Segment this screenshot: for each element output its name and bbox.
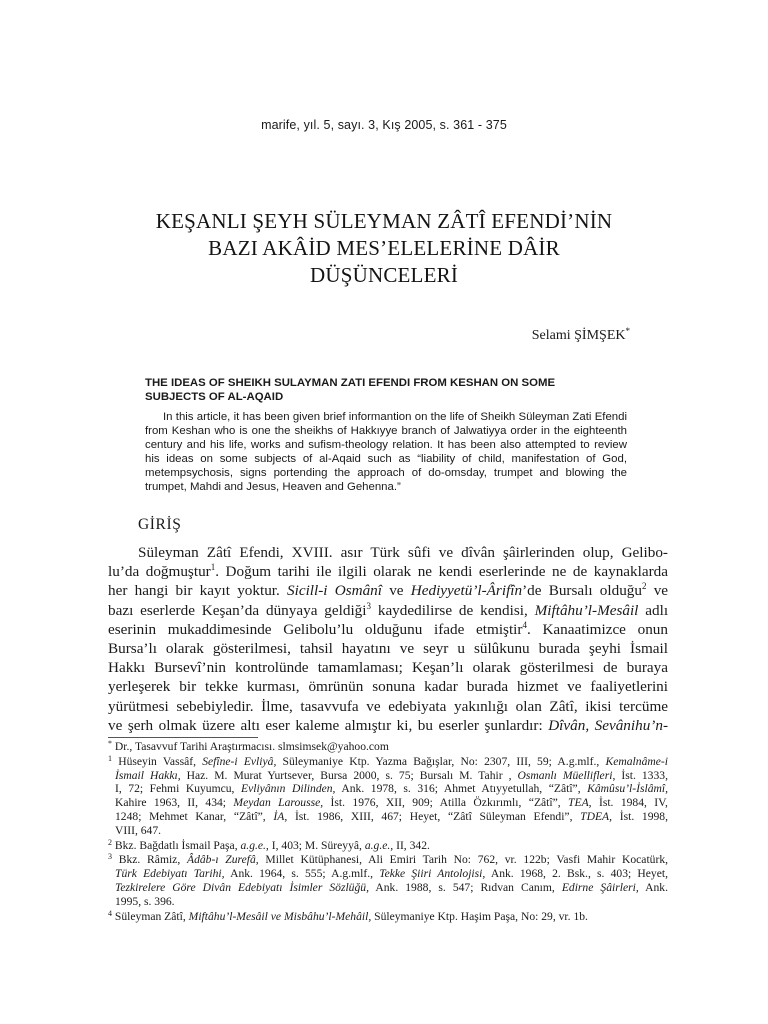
footnote-author: * Dr., Tasavvuf Tarihi Araştırmacısı. slmsimsek@yahoo.com xyxy=(108,739,389,753)
footnote-1: $^1$ Hüseyin Vassâf, Sefîne-i Evliyâ, Süleymaniye Ktp. Yazma Bağışlar, No: 2307, III, 59; A.g.mlf., Kemalnâme-i İsmail Hakkı, Haz. M. Murat Yurtsever, Bursa 2000, s. 75; Bursalı M. Tahir , Osmanlı Müellifleri, İst. 1333, I, 72; Fehmi Kuyumcu, Evliyânın Dilinden, Ank. 1978, s. 316; Ahmet Atıyyetullah, “Zâtî”, Kâmûsu’l-İslâmî, Kahire 1963, II, 434; Meydan Larousse, İst. 1976, XII, 909; Atilla Özkırımlı, “Zâtî”, TEA, İst. 1984, IV, 1248; Mehmet Kanar, “Zâtî”, İA, İst. 1986, XIII, 467; Heyet, “Zâtî Süleyman Efendi”, TDEA, İst. 1998, VIII, 647. xyxy=(108,753,668,837)
title-line-3: DÜŞÜNCELERİ xyxy=(309,263,459,287)
footnote-ref: 2 xyxy=(641,581,647,592)
body-line: ve şerh olmak üzere altı eser kaleme almıştır ki, bu eserler şunlardır: Dîvân, Sevânihu’n- xyxy=(108,716,669,734)
abstract-title-line-2: SUBJECTS OF AL-AQAID xyxy=(145,391,284,403)
section-heading: GİRİŞ xyxy=(138,516,182,533)
body-line: yerleşerek bir tekke kurması, ömrünün sonuna kadar burada hizmet ve faaliyetlerini xyxy=(108,678,668,696)
body-line: bazı eserlerde Keşan’da dünyaya geldiği$^3$ kaydedilirse de kendisi, Miftâhu’l-Mesâil adlı xyxy=(108,600,669,619)
body-paragraph xyxy=(108,543,668,735)
footnote-divider xyxy=(108,737,258,738)
footnote-2: $^2$ Bkz. Bağdatlı İsmail Paşa, a.g.e., I, 403; M. Süreyyâ, a.g.e., II, 342. xyxy=(108,837,430,852)
body-line: Süleyman Zâtî Efendi, XVIII. asır Türk sûfi ve dîvân şâirlerinden olup, Gelibo- xyxy=(138,544,668,561)
title-line-2: BAZI AKÂİD MES’ELELERİNE DÂİR xyxy=(208,236,560,260)
footnote-4: $^4$ Süleyman Zâtî, Miftâhu’l-Mesâil ve Misbâhu’l-Mehâil, Süleymaniye Ktp. Haşim Paşa, No: 29, vr. 1b. xyxy=(108,908,588,923)
footnotes xyxy=(108,740,668,924)
footnote-ref: 4 xyxy=(522,619,527,630)
abstract-title xyxy=(145,376,627,404)
body-line: Bursa’lı olarak gösterilmesi, tahsil hayatını ve seyr u sülûkunu burada şeyhi İsmail xyxy=(108,639,668,657)
article-title xyxy=(80,208,688,289)
title-line-1: KEŞANLI ŞEYH SÜLEYMAN ZÂTÎ EFENDİ’NİN xyxy=(155,209,613,233)
author-byline xyxy=(532,326,630,344)
english-abstract xyxy=(145,376,627,494)
abstract-title-line-1: THE IDEAS OF SHEIKH SULAYMAN ZATI EFENDI FROM KESHAN ON SOME xyxy=(145,377,556,389)
body-line: lu’da doğmuştur$^1$. Doğum tarihi ile ilgili olarak ne kendi eserlerinde ne de kaynaklarda xyxy=(108,562,668,581)
footnote-3: $^3$ Bkz. Râmiz, Âdâb-ı Zurefâ, Millet Kütüphanesi, Ali Emiri Tarih No: 762, vr. 122b; Vasfi Mahir Kocatürk, Türk Edebiyatı Tarihi, Ank. 1964, s. 555; A.g.mlf., Tekke Şiiri Antolojisi, Ank. 1968, 2. Bsk., s. 403; Heyet, Tezkirelere Göre Divân Edebiyatı İsimler Sözlüğü, Ank. 1988, s. 547; Rıdvan Canım, Edirne Şâirleri, Ank. 1995, s. 396. xyxy=(108,852,669,908)
footnote-ref: 3 xyxy=(366,600,371,611)
body-line: her hangi bir kayıt yoktur. Sicill-i Osmânî ve Hediyyetü’l-Ârifîn’de Bursalı olduğu$^2$ ve xyxy=(108,581,669,600)
body-line: yürütmesi sebebiyledir. İlme, tasavvufa ve edebiyata yakınlığı olan Zâtî, ikisi tercüme xyxy=(108,697,668,715)
body-line: eserinin mukaddimesinde Gelibolu’lu olduğunu ifade etmiştir$^4$. Kanaatimizce onun xyxy=(108,619,668,638)
author-footnote-mark: * xyxy=(625,326,630,336)
body-line: Hakkı Bursevî’nin kontrolünde tamamlaması; Keşan’lı olarak gösterilmesi de buraya xyxy=(108,659,668,677)
author-name: Selami ŞİMŞEK xyxy=(531,328,626,343)
abstract-body: In this article, it has been given brief informantion on the life of Sheikh Süleyman Zati Efendi from Keshan who is one the sheikhs of Hakkıyye branch of Jalwatiyya order in the eighteenth century and his life, works and sufism-theology relation. It has been also attempted to review his ideas on some subjects of al-Aqaid such as “liability of child, manifestation of God, metempsychosis, signs portending the approach of do-omsday, trumpet and blowing the trumpet, Mahdi and Jesus, Heaven and Gehenna.” xyxy=(145,411,627,493)
running-head: marife, yıl. 5, sayı. 3, Kış 2005, s. 361 - 375 xyxy=(261,118,507,132)
footnote-ref: 1 xyxy=(210,562,216,573)
